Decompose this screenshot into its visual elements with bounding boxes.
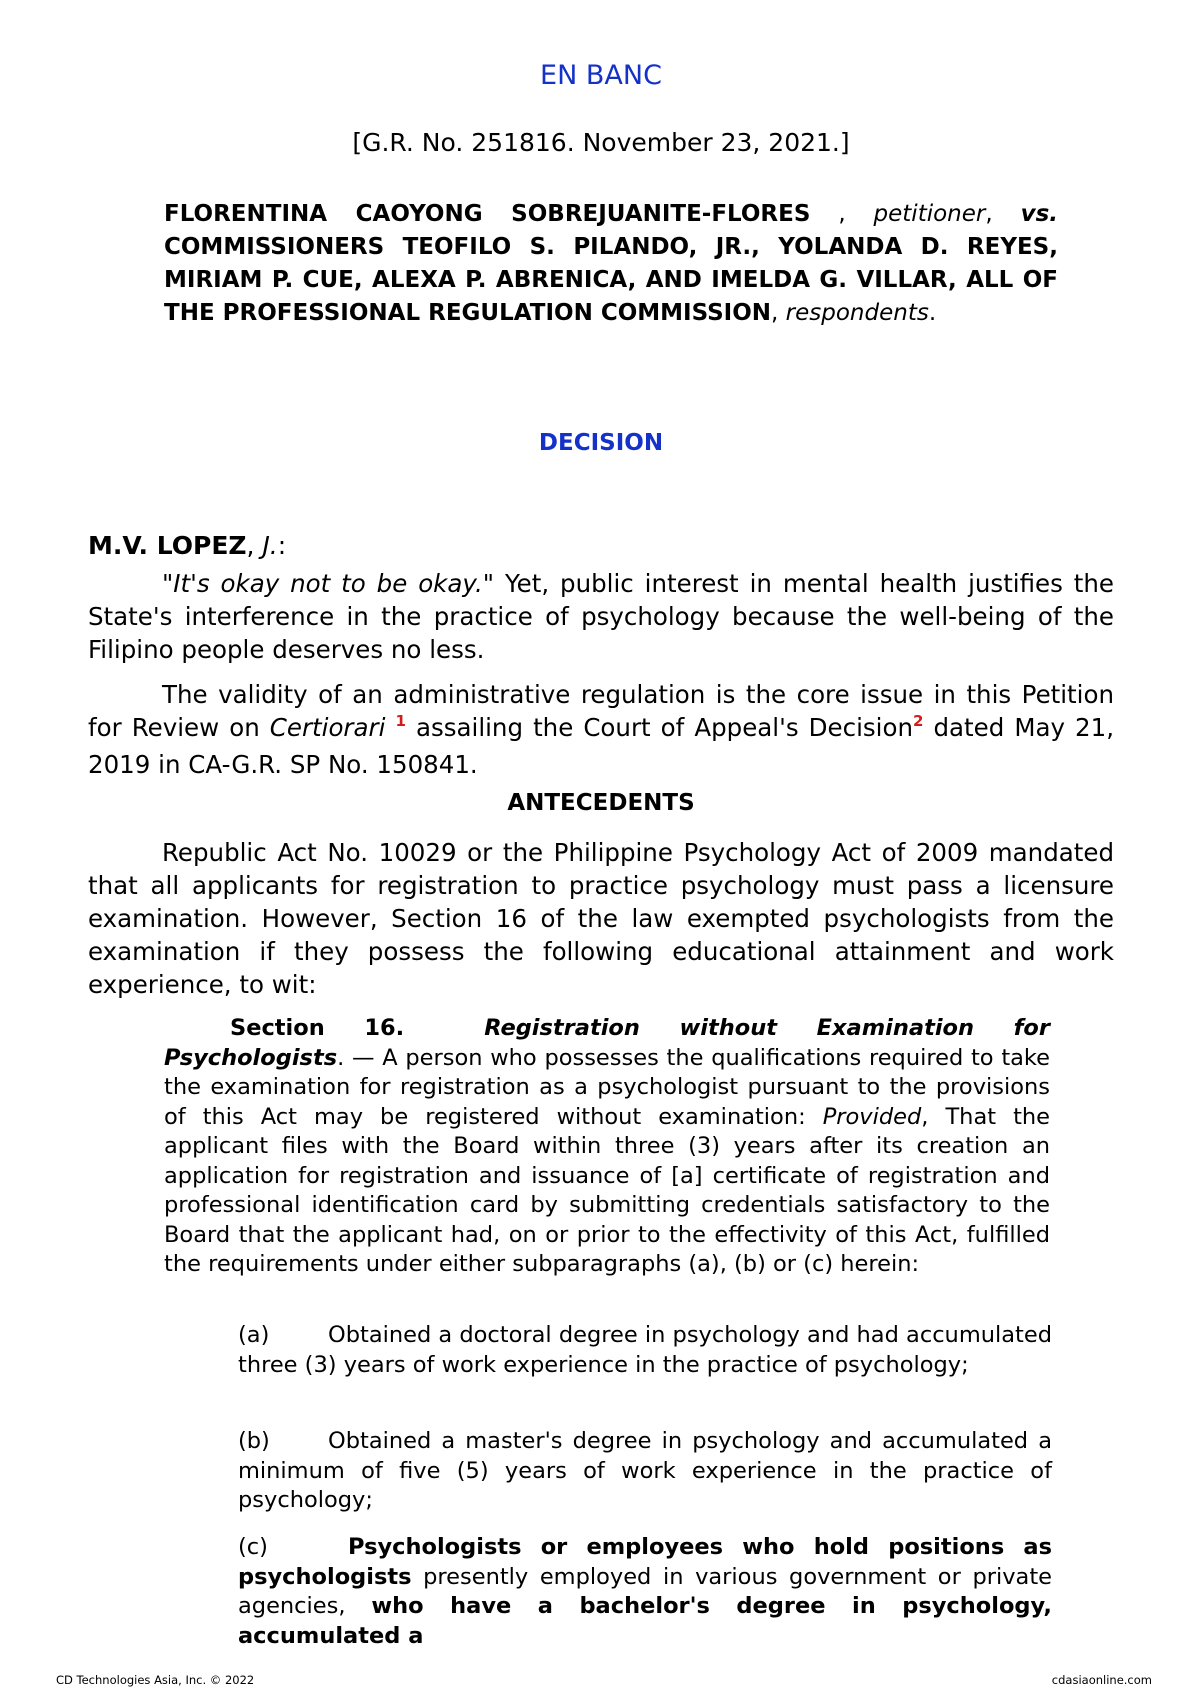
- ponente: [88, 531, 286, 560]
- subparagraph-label: (c): [238, 1534, 268, 1560]
- subparagraph-a: [238, 1321, 1052, 1380]
- section-title: Registration without Examination for Psychologists: [164, 1015, 1050, 1071]
- subparagraph-label: (a): [238, 1322, 270, 1348]
- versus: vs.: [1020, 201, 1058, 227]
- case-number: [G.R. No. 251816. November 23, 2021.]: [352, 128, 850, 157]
- court-division: EN BANC: [540, 60, 662, 91]
- document-page: [88, 0, 1114, 1698]
- provided-term: Provided: [822, 1103, 922, 1130]
- quote-text: , That the applicant files with the Board within three (3) years after its creation an application for registration and issuance of [a] certificate of registration and professional identification card by submitting credentials satisfactory to the Board that the applicant had, on or prior to the effectivity of this Act, fulfilled the requirements under either subparagraphs (a), (b) or (c) herein:: [164, 1103, 1051, 1277]
- paragraph-text: Yet, public interest in mental health justifies the State's interference in the practice of psychology because the well-being of the Filipino people deserves no less.: [88, 569, 1114, 664]
- subparagraph-label: (b): [238, 1428, 270, 1454]
- separator: ,: [985, 201, 993, 227]
- subparagraph-text: Obtained a master's degree in psychology and accumulated a minimum of five (5) years of work experience in the practice of psychology;: [238, 1428, 1052, 1513]
- subparagraph-bold-text: Psychologists or employees who hold positions as psychologists: [238, 1534, 1052, 1590]
- case-parties: [164, 198, 1058, 330]
- footnote-2-link[interactable]: 2: [912, 712, 924, 730]
- paragraph-text: assailing the Court of Appeal's Decision: [405, 713, 913, 742]
- certiorari-term: Certiorari: [269, 713, 386, 742]
- subparagraph-c: [238, 1533, 1052, 1651]
- petitioner-name: FLORENTINA CAOYONG SOBREJUANITE-FLORES: [164, 201, 811, 227]
- footer-website: cdasiaonline.com: [1051, 1673, 1152, 1687]
- subparagraph-text: Obtained a doctoral degree in psychology and had accumulated three (3) years of work experience in the practice of psychology;: [238, 1322, 1052, 1378]
- paragraph-3: Republic Act No. 10029 or the Philippine Psychology Act of 2009 mandated that all applicants for registration to practice psychology must pass a licensure examination. However, Section 16 of the law exempted psychologists from the examination if they possess the following educational attainment and work experience, to wit:: [88, 838, 1114, 999]
- separator: ,: [246, 531, 263, 560]
- footer-copyright: CD Technologies Asia, Inc. © 2022: [56, 1673, 255, 1687]
- quote-text: . — A person who possesses the qualifications required to take the examination for registration as a psychologist pursuant to the provisions of this Act may be registered without examination:: [164, 1044, 1050, 1130]
- footnote-1-link[interactable]: 1: [395, 712, 406, 730]
- paragraph-text: dated May 21, 2019 in CA-G.R. SP No. 150841.: [88, 713, 1114, 779]
- section-16-quote: [164, 1014, 1050, 1280]
- ponente-name: M.V. LOPEZ: [88, 531, 247, 560]
- subparagraph-text: presently employed in various government or private agencies,: [238, 1563, 1052, 1619]
- respondents-role: respondents: [785, 300, 929, 326]
- decision-heading: DECISION: [538, 430, 664, 456]
- antecedents-heading: ANTECEDENTS: [507, 790, 695, 816]
- opening-quote: "It's okay not to be okay.": [162, 569, 495, 598]
- respondents-names: COMMISSIONERS TEOFILO S. PILANDO, JR., YOLANDA D. REYES, MIRIAM P. CUE, ALEXA P. ABRENICA, AND IMELDA G. VILLAR, ALL OF THE PROFESSIONAL REGULATION COMMISSION: [164, 234, 1058, 326]
- paragraph-1: [88, 567, 1114, 666]
- paragraph-text: The validity of an administrative regulation is the core issue in this Petition for Review on: [88, 680, 1114, 742]
- section-number: Section 16.: [230, 1015, 405, 1041]
- ponente-title: J.: [262, 531, 278, 560]
- separator: :: [277, 531, 287, 560]
- subparagraph-b: [238, 1427, 1052, 1516]
- separator: ,: [810, 201, 874, 227]
- separator: ,: [771, 300, 786, 326]
- subparagraph-bold-text: who have a bachelor's degree in psychology, accumulated a: [238, 1593, 1052, 1649]
- paragraph-2: [88, 678, 1114, 781]
- separator: .: [928, 300, 937, 326]
- petitioner-role: petitioner: [873, 201, 986, 227]
